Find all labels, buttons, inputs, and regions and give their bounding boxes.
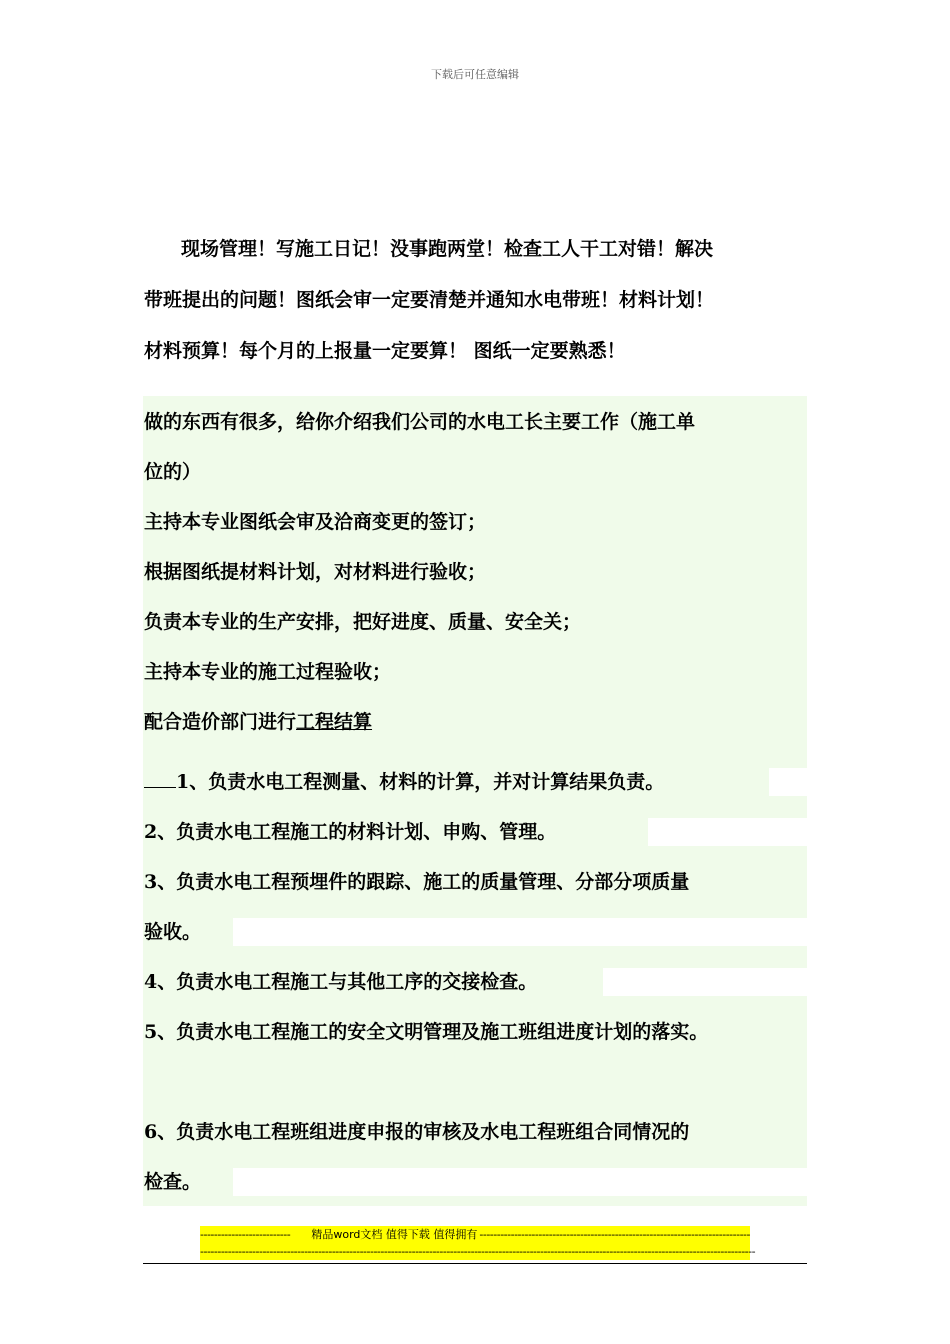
numbered-item-5: 5、负责水电工程施工的安全文明管理及施工班组进度计划的落实。 xyxy=(144,1021,709,1043)
numbered-item-3: 3、负责水电工程预埋件的跟踪、施工的质量管理、分部分项质量 xyxy=(144,871,690,893)
footer-divider xyxy=(143,1263,807,1264)
numbered-item-6: 6、负责水电工程班组进度申报的审核及水电工程班组合同情况的 xyxy=(144,1121,690,1143)
duty-line: 主持本专业图纸会审及洽商变更的签订； xyxy=(144,511,487,533)
duty-line: 负责本专业的生产安排，把好进度、质量、安全关； xyxy=(144,611,582,633)
numbered-item-text: 1、负责水电工程测量、材料的计算，并对计算结果负责。 xyxy=(176,771,665,793)
intro-line: 材料预算！每个月的上报量一定要算！ 图纸一定要熟悉！ xyxy=(144,340,626,362)
footer-banner-row xyxy=(200,1226,750,1243)
intro-line: 现场管理！写施工日记！没事跑两堂！检查工人干工对错！解决 xyxy=(181,238,714,260)
numbered-item-3-cont: 验收。 xyxy=(144,921,202,943)
highlight-gap xyxy=(233,1168,807,1196)
highlight-gap xyxy=(769,768,807,796)
highlight-gap xyxy=(648,818,807,846)
page-header-note: 下载后可任意编辑 xyxy=(431,68,519,81)
body-line-intro-cont: 位的） xyxy=(144,461,202,483)
blank-underline xyxy=(144,769,176,788)
highlight-gap xyxy=(233,918,807,946)
duty-line xyxy=(144,708,372,736)
footer-dashes-full: ---------------------------------------------------------------------------------------------------------------------------------------------------------------- xyxy=(200,1245,756,1258)
intro-line: 带班提出的问题！图纸会审一定要清楚并通知水电带班！材料计划！ xyxy=(144,289,715,311)
numbered-item-1 xyxy=(144,768,664,796)
footer-dashes-right: ------------------------------------------------------------------------------ xyxy=(479,1228,750,1241)
numbered-item-2: 2、负责水电工程施工的材料计划、申购、管理。 xyxy=(144,821,557,843)
settlement-link[interactable]: 工程结算 xyxy=(296,711,373,733)
footer-dashes-left: -------------------------- xyxy=(200,1228,291,1241)
intro-paragraph xyxy=(144,224,828,377)
footer-label: 精品word文档 值得下载 值得拥有 xyxy=(311,1228,478,1241)
highlight-gap xyxy=(603,968,807,996)
numbered-item-6-cont: 检查。 xyxy=(144,1171,202,1193)
duty-line: 主持本专业的施工过程验收； xyxy=(144,661,392,683)
duty-line-text: 配合造价部门进行 xyxy=(144,711,297,733)
duty-line: 根据图纸提材料计划，对材料进行验收； xyxy=(144,561,487,583)
footer-banner xyxy=(200,1226,756,1260)
body-line-intro: 做的东西有很多，给你介绍我们公司的水电工长主要工作（施工单 xyxy=(144,411,696,433)
numbered-item-4: 4、负责水电工程施工与其他工序的交接检查。 xyxy=(144,971,538,993)
